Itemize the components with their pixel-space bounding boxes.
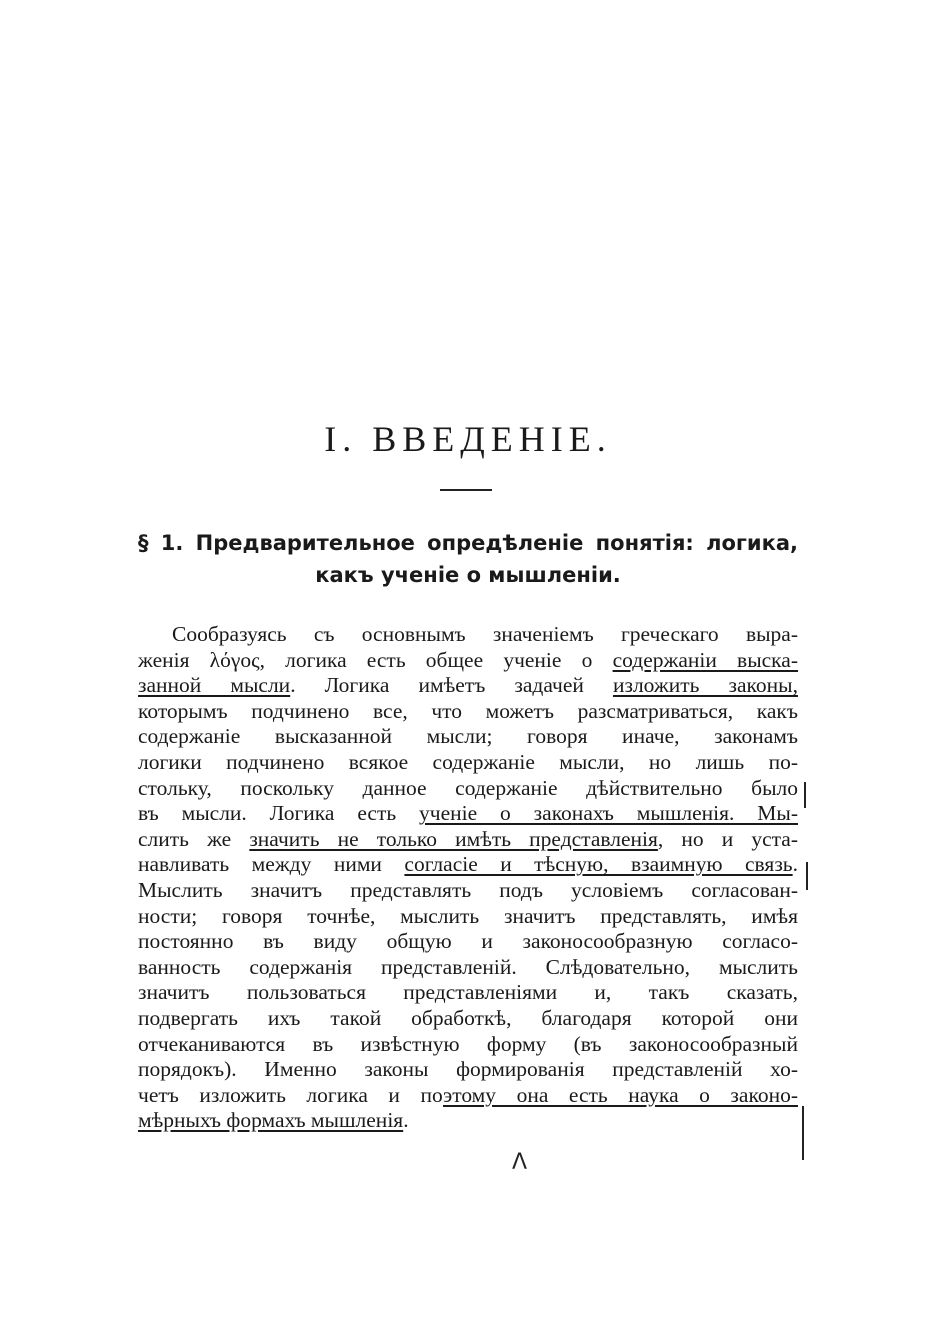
text-segment: стольку, поскольку данное содержаніе дѣйствительно было <box>138 775 798 800</box>
text-segment: въ мысли. Логика есть <box>138 801 420 826</box>
text-line <box>138 648 798 674</box>
text-segment: . <box>792 852 798 877</box>
underlined-phrase: согласіе и тѣсную, взаимную связь <box>404 852 793 877</box>
text-line <box>138 980 798 1006</box>
text-line <box>138 673 798 699</box>
text-segment: которымъ подчинено все, что можетъ разсматриваться, какъ <box>138 698 798 723</box>
text-line <box>138 827 798 853</box>
text-line <box>138 1057 798 1083</box>
text-segment: . <box>403 1108 409 1133</box>
text-segment: слить же <box>138 826 250 851</box>
section-heading-line-2: какъ ученіе о мышленіи. <box>315 563 621 587</box>
text-line <box>138 776 798 802</box>
text-segment: навливать между ними <box>138 852 405 877</box>
text-line <box>138 622 798 648</box>
text-line <box>138 1006 798 1032</box>
text-segment: ности; говоря точнѣе, мыслить значитъ представлять, имѣя <box>138 903 798 928</box>
text-line <box>138 724 798 750</box>
title-divider <box>440 489 492 491</box>
text-segment: . Логика имѣетъ задачей <box>290 673 613 698</box>
text-line <box>138 1083 798 1109</box>
section-heading <box>138 527 798 591</box>
caret-mark: Λ <box>512 1150 528 1175</box>
text-segment: подвергать ихъ такой обработкѣ, благодаря которой они <box>138 1005 798 1030</box>
text-segment: постоянно въ виду общую и законосообразную согласо- <box>138 929 798 954</box>
text-segment: Сообразуясь съ основнымъ значеніемъ греческаго выра- <box>172 622 798 646</box>
text-line <box>138 929 798 955</box>
text-segment: Мыслить значитъ представлять подъ условіемъ согласован- <box>138 877 798 902</box>
text-line <box>138 852 798 878</box>
text-line <box>138 955 798 981</box>
text-line <box>138 1108 798 1134</box>
text-line <box>138 750 798 776</box>
text-line <box>138 904 798 930</box>
text-segment: отчеканиваются въ извѣстную форму (въ законосообразный <box>138 1031 798 1056</box>
text-segment: женія λόγος, логика есть общее ученіе о <box>138 647 613 672</box>
section-heading-line-1: § 1. Предварительное опредѣленіе понятія: логика, <box>138 531 798 555</box>
underlined-phrase: этому она есть наука о законо- <box>443 1082 798 1107</box>
text-segment: логики подчинено всякое содержаніе мысли, но лишь по- <box>138 749 798 774</box>
text-segment: значитъ пользоваться представленіями и, такъ сказать, <box>138 980 798 1005</box>
text-segment: ванность содержанія представленій. Слѣдовательно, мыслить <box>138 954 798 979</box>
underlined-phrase: мѣрныхъ формахъ мышленія <box>138 1108 404 1133</box>
margin-pencil-mark <box>804 782 806 808</box>
chapter-title: I. ВВЕДЕНІЕ. <box>324 419 612 459</box>
text-segment: порядокъ). Именно законы формированія представленій хо- <box>138 1057 798 1082</box>
margin-pencil-mark <box>806 862 808 890</box>
text-line <box>138 801 798 827</box>
text-segment: четъ изложить логика и по <box>138 1082 443 1107</box>
underlined-phrase: занной мысли <box>138 673 291 698</box>
text-segment: содержаніе высказанной мысли; говоря иначе, законамъ <box>138 724 798 749</box>
underlined-phrase: значить не только имѣть представленія <box>249 826 658 851</box>
margin-pencil-mark <box>802 1106 804 1160</box>
underlined-phrase: ученіе о законахъ мышленія. Мы- <box>419 801 798 826</box>
underlined-phrase: изложить законы, <box>612 673 798 698</box>
text-line <box>138 1032 798 1058</box>
text-segment: , но и уста- <box>657 826 798 851</box>
body-paragraph <box>138 622 798 1134</box>
text-line <box>138 699 798 725</box>
underlined-phrase: содержаніи выска- <box>612 647 799 672</box>
text-line <box>138 878 798 904</box>
